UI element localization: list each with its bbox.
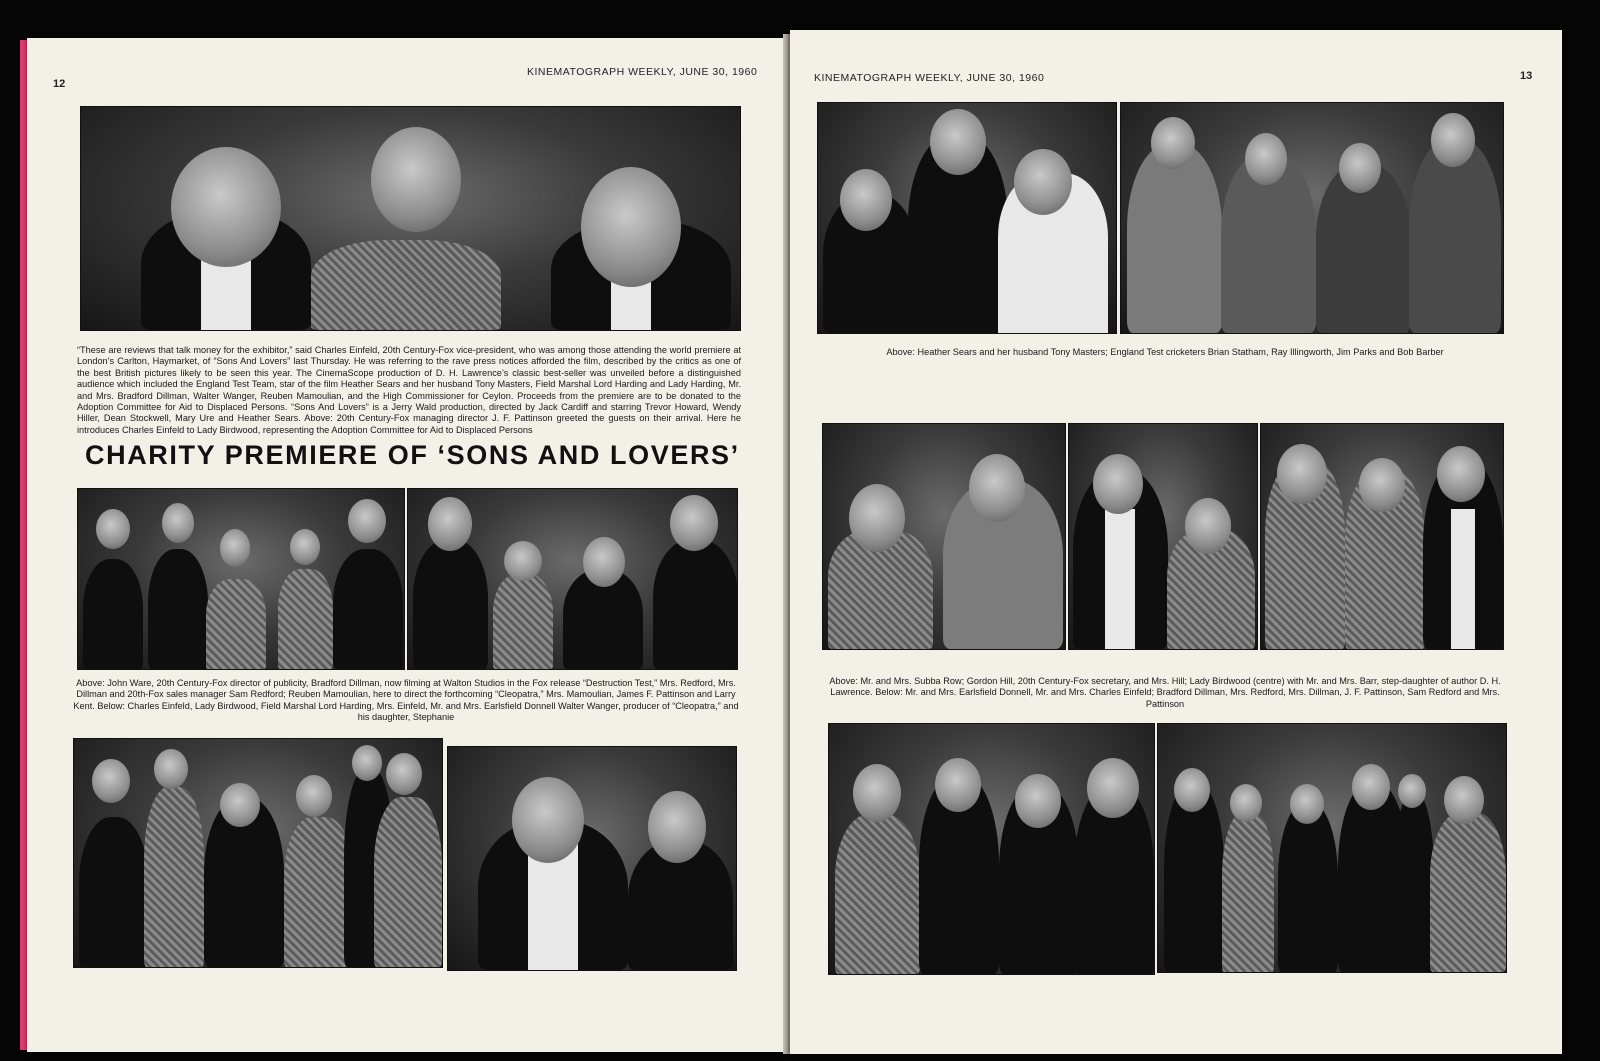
photo-birdwood-barr — [1260, 423, 1504, 650]
photo-dillman-redford-pattinson — [1157, 723, 1507, 973]
left-page-header: KINEMATOGRAPH WEEKLY, JUNE 30, 1960 — [527, 66, 758, 78]
photo-gordon-hill — [1068, 423, 1258, 650]
article-headline: CHARITY PREMIERE OF ‘SONS AND LOVERS’ — [85, 440, 740, 470]
left-page-number: 12 — [53, 78, 66, 90]
right-page-header: KINEMATOGRAPH WEEKLY, JUNE 30, 1960 — [814, 72, 1045, 84]
photo-test-cricketers — [1120, 102, 1504, 334]
photo-wanger-stephanie — [447, 746, 737, 971]
middle-caption-left: Above: John Ware, 20th Century-Fox director of publicity, Bradford Dillman, now filming at Walton Studios in the Fox release “Destruction Test,” Mrs. Redford, Mrs. Dillman and 20th-Fox sales manager Sam Redford; Reuben Mamoulian, here to direct the forthcoming “Cleopatra,” Mrs. Mamoulian, James F. Pattinson and Larry Kent. Below: Charles Einfeld, Lady Birdwood, Field Marshal Lord Harding, Mrs. Einfeld, Mr. and Mrs. Earlsfield Donnell Walter Wanger, producer of “Cleopatra,” and his daughter, Stephanie — [73, 678, 739, 723]
photo-donnell-einfeld — [828, 723, 1155, 975]
right-page — [790, 30, 1562, 1054]
photo-mamoulian-pattinson-kent — [407, 488, 738, 670]
photo-einfeld-harding-group — [73, 738, 443, 968]
middle-caption-right: Above: Mr. and Mrs. Subba Row; Gordon Hill, 20th Century-Fox secretary, and Mrs. Hill; Lady Birdwood (centre) with Mr. and Mrs. Barr, step-daughter of author D. H. Lawrence. Below: Mr. and Mrs. Earlsfield Donnell, Mr. and Mrs. Charles Einfeld; Bradford Dillman, Mrs. Redford, Mrs. Dillman, J. F. Pattinson, Sam Redford and Mrs. Pattinson — [829, 676, 1501, 709]
right-page-number: 13 — [1520, 70, 1533, 82]
photo-sears-masters — [817, 102, 1117, 334]
top-caption-right: Above: Heather Sears and her husband Tony Masters; England Test cricketers Brian Statham, Ray Illingworth, Jim Parks and Bob Barber — [886, 347, 1444, 357]
photo-einfeld-birdwood — [80, 106, 741, 331]
photo-subba-row — [822, 423, 1066, 650]
photo-ware-dillman-redford — [77, 488, 405, 670]
intro-caption: “These are reviews that talk money for the exhibitor,” said Charles Einfeld, 20th Century-Fox vice-president, who was among those attending the world premiere at London’s Carlton, Haymarket, of “Sons And Lovers” last Thursday. He was referring to the rave press notices afforded the film, described by the critics as one of the best British pictures likely to be seen this year. The CinemaScope production of D. H. Lawrence’s classic best-seller was unveiled before a distinguished audience which included the England Test Team, star of the film Heather Sears and her husband Tony Masters, Field Marshal Lord Harding and Lady Harding, Mr. and Mrs. Bradford Dillman, Walter Wanger, Reuben Mamoulian, and the High Commissioner for Ceylon. Proceeds from the premiere are to be donated to the Adoption Committee for Aid to Displaced Persons. “Sons And Lovers” is a Jerry Wald production, directed by Jack Cardiff and starring Trevor Howard, Wendy Hiller, Dean Stockwell, Mary Ure and Heather Sears. Above: 20th Century-Fox managing director J. F. Pattinson greeted the guests on their arrival. Here he introduces Charles Einfeld to Lady Birdwood, representing the Adoption Committee for Aid to Displaced Persons — [77, 345, 741, 435]
left-page — [27, 38, 788, 1052]
